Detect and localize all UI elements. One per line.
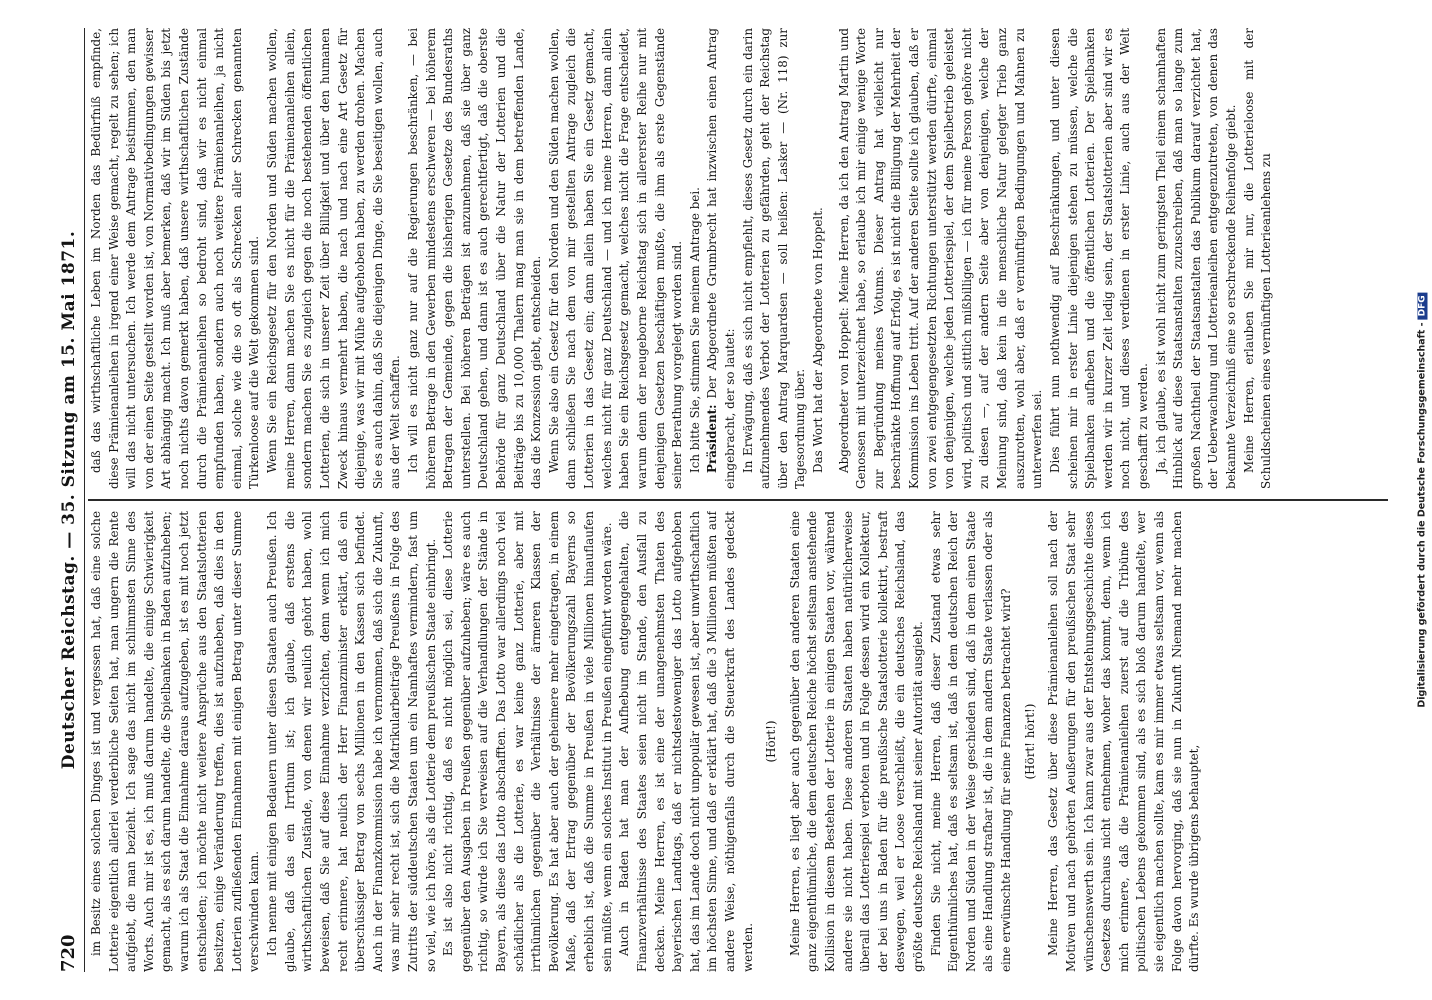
left-column: [88, 511, 1388, 972]
president-statement: [704, 28, 739, 489]
paragraph: Meine Herren, es liegt aber auch gegenüber den anderen Staaten eine ganz eigenthümliche, die dem deutschen Reiche höchst seltsam anstehende Kollision in diesem Bestehen der Lotterie in einigen Staaten vor, während andere sie nicht haben. Diese anderen Staaten haben natürlicherweise überall das Lotteriespiel verboten und in Folge dessen wird ein Kollekteur, der bei uns in Baden für die preußische Staatslotterie kollektirt, bestraft deswegen, weil er Loose verschleißt, die ein deutsches Reichsland, das größte deutsche Reichsland mit seiner Autorität ausgiebt.: [787, 511, 926, 972]
paragraph: Es ist also nicht richtig, daß es nicht möglich sei, diese Lotterie gegenüber den Ausgaben in Preußen gegenüber aufzuheben; wäre es auch richtig, so würde ich Sie verweisen auf die Verhandlungen der Stände in Bayern, als diese das Lotto abschafften. Das Lotto war allerdings noch viel schädlicher als die Lotterie, es war keine ganz Lotterie, aber mit irrthümlichen gegenüber die Verhältnisse der ärmeren Klassen der Bevölkerung. Es hat aber auch der geheimere mehr eingetragen, in einem Maße, daß der Ertrag gegenüber der Bevölkerungszahl Bayerns so erheblich ist, daß die Summe in Preußen in viele Millionen hinauflaufen sein müßte, wenn ein solches Institut in Preußen eingeführt worden wäre.: [441, 511, 614, 972]
paragraph: im Besitz eines solchen Dinges ist und vergessen hat, daß eine solche Lotterie eigentlich allerlei verderbliche Seiten hat, man ungern die Rente aufgiebt, die man bezieht. Ich sage das nicht im schlimmsten Sinne des Worts. Auch mir ist es, ich muß darum handelte, die einige Schwierigkeit gemacht, als es sich darum handelte, die Spielbanken in Baden aufzuheben; warum ich als Staat die Einnahme daraus aufzugeben, ist es mit noch jetzt entschieden; ich möchte nicht weitere Ansprüche aus den Staatslotterien besitzen, einige Veränderung treffen, dies ist aufzuheben, daß dies in den Lotterien zufließenden Einnahmen mit einigen Betrag unter dieser Summe verschwinden kann.: [89, 511, 262, 972]
paragraph: Finden Sie nicht, meine Herren, daß dieser Zustand etwas sehr Eigenthümliches hat, daß es seltsam ist, daß in dem deutschen Reich der Norden und Süden in der Weise geschieden sind, daß in dem einen Staate als eine Handlung strafbar ist, die in dem andern Staate verlassen oder als eine erwünschte Handlung für seine Finanzen betrachtet wird?: [928, 511, 1014, 972]
interjection: (Hört!): [764, 720, 779, 763]
page-number: 720: [58, 934, 79, 972]
paragraph: Dies führt nun nothwendig auf Beschränkungen, und unter diesen scheinen mir in erster Linie diejenigen stehen zu müssen, welche die Spielbanken aufheben und die öffentlichen Lotterien. Der Spielbanken werden wir in kurzer Zeit ledig sein, der Staatslotterien aber sind wir es noch nicht, und dieses verdienen in erster Linie, auch aus der Welt geschafft zu werden.: [1047, 28, 1150, 489]
footer-text: Digitalisierung gefördert durch die Deutsche Forschungsgemeinschaft -: [1416, 322, 1428, 708]
paragraph: Wenn Sie also ein Gesetz für den Norden und den Süden machen wollen, dann schließen Sie nach dem von mir gestellten Antrage zugleich die Lotterien in das Gesetz ein; dann allein haben Sie ein Gesetz gemacht, welches nicht für ganz Deutschland — und ich meine Herren, dann allein haben Sie ein Reichsgesetz gemacht, welches nicht die Frage entscheidet, warum denn der neugeborne Reichstag sich in allererster Reihe nur mit denjenigen Gesetzen beschäftigen mußte, die ihm als erste Gegenstände seiner Berathung vorgelegt worden sind.: [546, 28, 685, 489]
column-divider: [88, 499, 1388, 500]
page-header: [54, 28, 85, 972]
paragraph: Ja, ich glaube, es ist wohl nicht zum geringsten Theil einem schamhaften Hinblick auf diese Staatsanstalten zuzuschreiben, daß man so lange zum großen Nachtheil der Staatsanstalten das Publikum darauf verzichtet hat, der Ueberwachung und Lotterieanleihen entgegenzutreten, von denen das bekannte Verzeichniß eine so erschreckende Reihenfolge giebt.: [1153, 28, 1238, 489]
amendment-text: In Erwägung, daß es sich nicht empfiehlt, dieses Gesetz durch ein darin aufzunehmendes Verbot der Lotterien zu gefährden, geht der Reichstag über den Antrag Marquardsen — soll heißen: Lasker — (Nr. 118) zur Tagesordnung über.: [740, 28, 808, 489]
paragraph: Ich nenne mit einigen Bedauern unter diesen Staaten auch Preußen. Ich glaube, daß das ein Irrthum ist; ich glaube, daß erstens die wirthschaftlichen Zustände, von denen wir neulich gehört haben, wohl beweisen, daß Sie auf diese Einnahme verzichten, denn wenn ich mich recht erinnere, hat neulich der Herr Finanzminister erklärt, daß ein überschüssiger Betrag von sechs Millionen in den Kassen sich befindet. Auch in der Finanzkommission habe ich vernommen, daß sich die Zukunft, was mir sehr recht ist, sich die Matrikularbeiträge Preußens in Folge des Zutritts der süddeutschen Staaten um ein Namhaftes vermindern, fast um so viel, wie ich höre, als die Lotterie dem preußischen Staate einbringt.: [265, 511, 438, 972]
floor-announcement: Das Wort hat der Abgeordnete von Hoppelt.: [810, 207, 825, 473]
paragraph: Ich will es nicht ganz nur auf die Regierungen beschränken, — bei höherem Betrage in den Gewerben mindestens erschweren — bei höherem Betragen der Gemeinde, gegen die bisherigen Gesetze des Bundesraths unterstellen. Bei höheren Beträgen ist anzunehmen, daß sie über ganz Deutschland gehen, und dann ist es auch gerechtfertigt, daß die oberste Behörde für ganz Deutschland über die Natur der Lotterien und die Beiträge bis zu 10,000 Thalern mag man sie in dem betreffenden Lande, das die Konzession giebt, entscheiden.: [405, 28, 544, 489]
dfg-logo: DFG: [1418, 292, 1428, 319]
paragraph: Meine Herren, das Gesetz über diese Prämienanleihen soll nach der Motiven und nach gehörten Aeußerungen für den preußischen Staat sehr wünschenswerth sein. Ich kann zwar aus der Entstehungsgeschichte dieses Gesetzes durchaus nicht entnehmen, woher das kommt, denn, wenn ich mich erinnere, daß die Prämienanleihen zuerst auf die Tribüne des politischen Lebens gekommen sind, als es sich bloß darum handelte, wer sie eigentlich machen sollte, kam es mir immer etwas seltsam vor, wenn als Folge davon hervorging, daß sie nun in Zukunft Niemand mehr machen dürfte. Es wurde übrigens behauptet,: [1046, 511, 1202, 972]
page-title: Deutscher Reichstag. — 35. Sitzung am 15. Mai 1871.: [59, 230, 79, 770]
digitization-footer: [1417, 292, 1428, 707]
statement-text: Der Abgeordnete Grumbrecht hat inzwischen einen Antrag eingebracht, der so lautet:: [705, 28, 737, 489]
paragraph: daß das wirthschaftliche Leben im Norden das Bedürfniß empfinde, diese Prämienanleihen in irgend einer Weise gemacht, regelt zu sehen; ich will das nicht untersuchen. Ich werde dem Antrage beistimmen, den man von der einen Seite gestellt worden ist, von Normativbedingungen gewisser Art abhängig macht. Ich muß aber bemerken, daß wir im Süden bis jetzt noch nichts davon gemerkt haben, daß unsere wirthschaftlichen Zustände durch die Prämienanleihen so bedroht sind, daß wir es nicht einmal empfunden haben, sondern auch noch weitere Prämienanleihen, ja nicht einmal, solche wie die so oft als Schrecken aller Schrecken genannten Türkenloose auf die Welt gekommen sind.: [89, 28, 262, 489]
paragraph: Meine Herren, erlauben Sie mir nur, die Lotterieloose mit der Schuldscheinen eines vernünftigen Lotterieanlehens zu: [1241, 28, 1274, 489]
speaker-label: Präsident:: [705, 404, 720, 473]
interjection: (Hört! hört!): [1022, 703, 1037, 780]
spacer: [828, 28, 836, 489]
right-column: [88, 28, 1388, 489]
speech-paragraph: Abgeordneter von Hoppelt: Meine Herren, da ich den Antrag Martin und Genossen mit unterzeichnet habe, so erlaube ich mir einige wenige Worte zur Begründung meines Votums. Dieser Antrag hat vielleicht nur beschränkte Hoffnung auf Erfolg, es ist nicht die Billigung der Mehrheit der Kommission ins Leben tritt. Auf der anderen Seite sollte ich glauben, daß er von zwei entgegengesetzten Richtungen unterstützt werden dürfte, einmal von denjenigen, welche jeden Lotteriespiel, der dem Spielbetrieb geleistet wird, politisch und sittlich mißbilligen — ich für meine Person gehöre nicht zu diesen —, auf der andern Seite aber von denjenigen, welche der Meinung sind, daß kein in die menschliche Natur gelegter Trieb ganz auszurotten, wohl aber, daß er vernünftigen Bedingungen und Mahnen zu unterwerfen sei.: [836, 28, 1045, 489]
text-columns: [88, 28, 1388, 972]
paragraph: Auch in Baden hat man der Aufhebung entgegengehalten, die Finanzverhältnisse des Staates seien nicht im Stande, den Ausfall zu decken. Meine Herren, es ist eine der unangenehmsten Thaten des bayerischen Landtags, daß er nichtsdestoweniger das Lotto aufgehoben hat, das im Lande doch nicht unpopulär gewesen ist, aber unwirthschaftlich im höchsten Sinne, und daß er erklärt hat, daß die 3 Millionen müßten auf andere Weise, nöthigenfalls durch die Steuerkraft des Landes gedeckt werden.: [617, 511, 755, 972]
paragraph: Wenn Sie ein Reichsgesetz für den Norden und Süden machen wollen, meine Herren, dann machen Sie es nicht für die Prämienanleihen allein, sondern machen Sie es zugleich gegen die noch bestehenden öffentlichen Lotterien, die sich in unserer Zeit über Billigkeit und über den humanen Zweck hinaus vermehrt haben, die nach und nach eine Art Gesetz für diejenige, was wir mit Mühe aufgehoben haben, zu werden drohen. Machen Sie es auch dahin, daß Sie diejenigen Dinge, die Sie beseitigen wollen, auch aus der Welt schaffen.: [265, 28, 403, 489]
scanned-page: [46, 10, 1394, 996]
paragraph: Ich bitte Sie, stimmen Sie meinem Antrage bei.: [687, 187, 702, 473]
